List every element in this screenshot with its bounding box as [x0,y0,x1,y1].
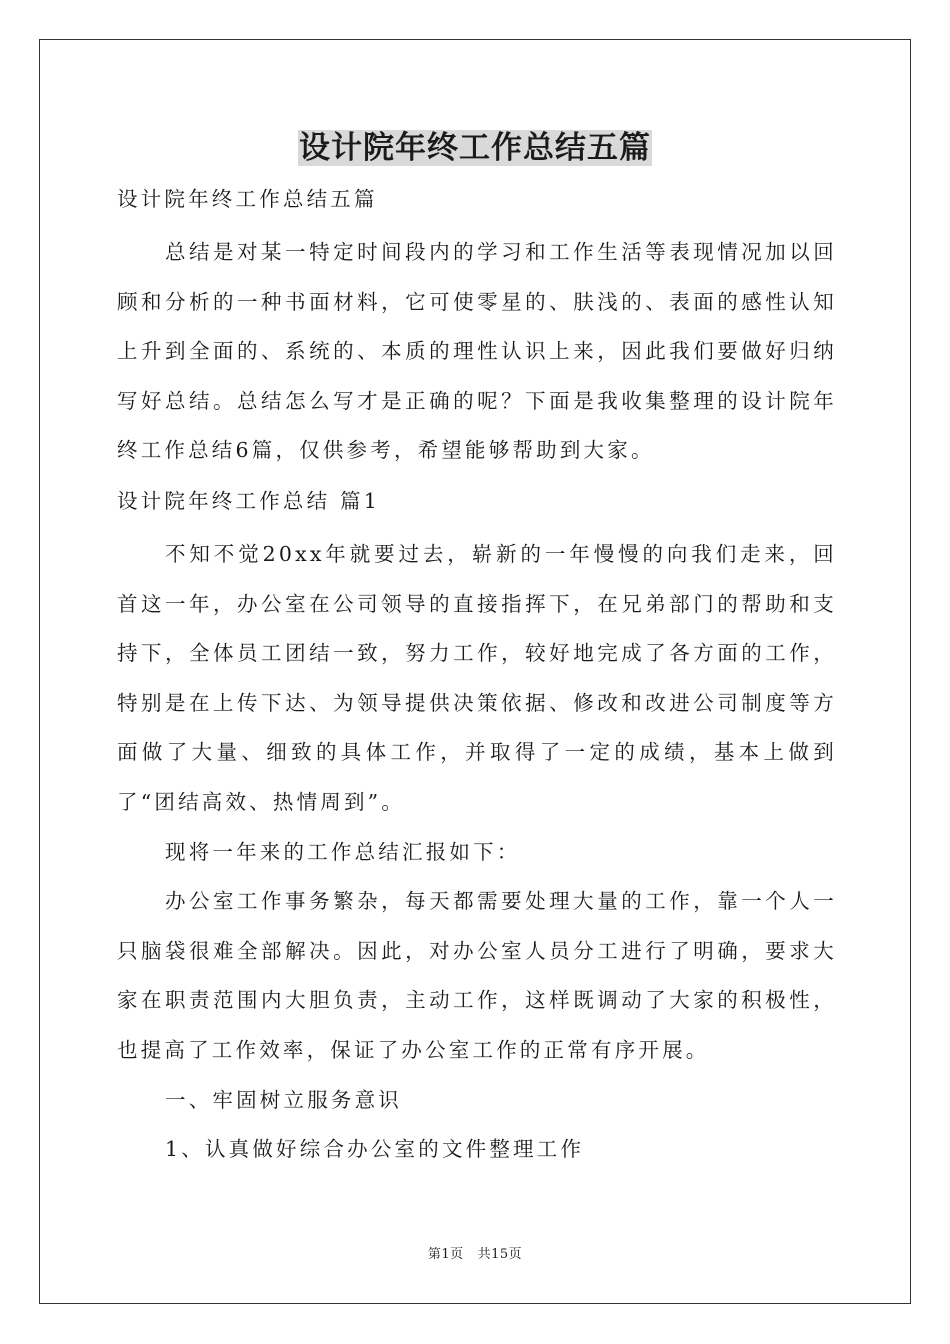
body-paragraph-2: 现将一年来的工作总结汇报如下： [165,839,521,864]
page-footer [0,1246,950,1264]
document-body [117,178,837,1175]
document-title-text: 设计院年终工作总结五篇 [299,130,651,166]
page-number: 第1页 [427,1247,464,1262]
body-paragraph-1: 不知不觉20xx年就要过去，崭新的一年慢慢的向我们走来，回首这一年，办公室在公司领导的直接指挥下，在兄弟部门的帮助和支持下，全体员工团结一致，努力工作，较好地完成了各方面的工作，特别是在上传下达、为领导提供决策依据、修改和改进公司制度等方面做了大量、细致的具体工作，并取得了一定的成绩，基本上做到了“团结高效、热情周到”。 [117,541,837,814]
subheading-2: 1、认真做好综合办公室的文件整理工作 [165,1137,585,1162]
subheading-1: 一、牢固树立服务意识 [165,1087,402,1112]
intro-paragraph: 总结是对某一特定时间段内的学习和工作生活等表现情况加以回顾和分析的一种书面材料，它可使零星的、肤浅的、表面的感性认知上升到全面的、系统的、本质的理性认识上来，因此我们要做好归纳写好总结。总结怎么写才是正确的呢？下面是我收集整理的设计院年终工作总结6篇，仅供参考，希望能够帮助到大家。 [117,240,837,463]
document-subtitle: 设计院年终工作总结五篇 [117,187,378,211]
body-paragraph-3: 办公室工作事务繁杂，每天都需要处理大量的工作，靠一个人一只脑袋很难全部解决。因此，对办公室人员分工进行了明确，要求大家在职责范围内大胆负责，主动工作，这样既调动了大家的积极性，也提高了工作效率，保证了办公室工作的正常有序开展。 [117,889,837,1062]
document-title [0,128,950,168]
section-heading: 设计院年终工作总结 篇1 [117,488,380,513]
page-total: 共15页 [477,1247,523,1262]
